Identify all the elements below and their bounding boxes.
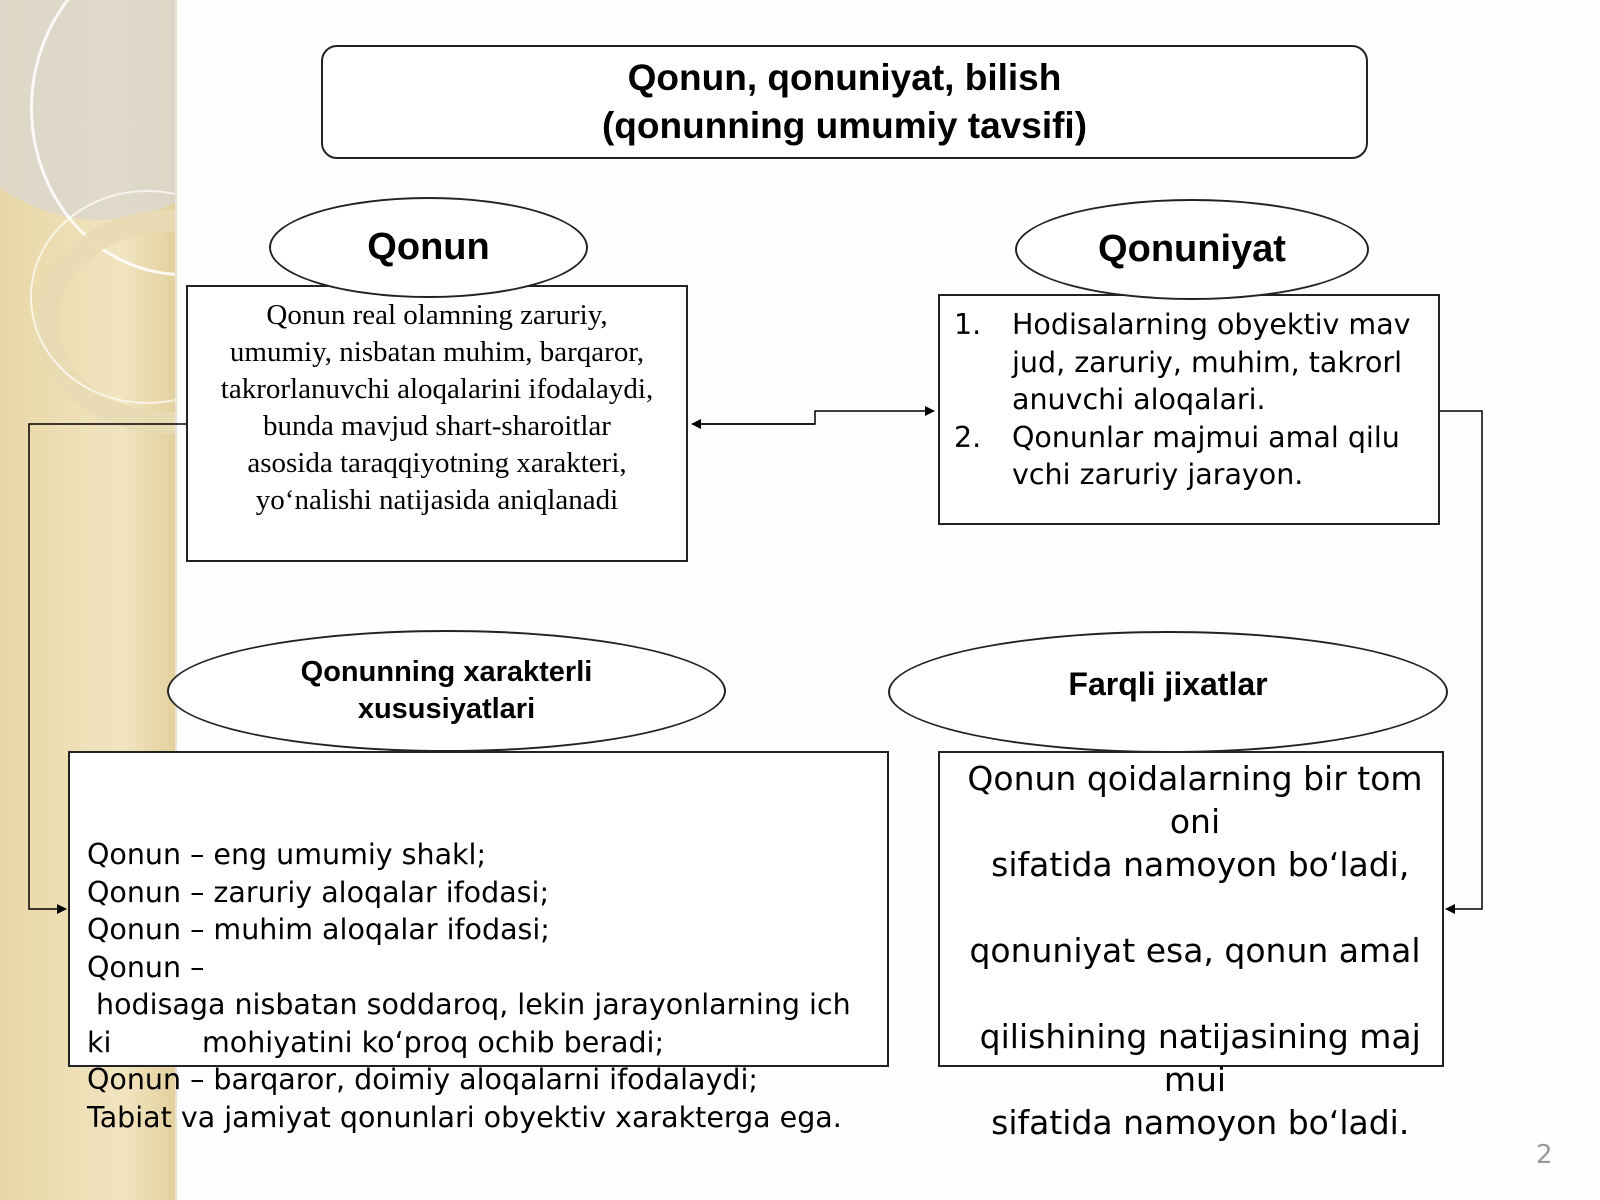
xususiyat-text: Qonun – eng umumiy shakl; Qonun – zaruriy aloqalar ifodasi; Qonun – muhim aloqalar ifodasi; Qonun – hodisaga nisbatan soddaroq, lekin jarayonlarning ich ki mohiyatini ko‘proq ochib beradi; Qonun – barqaror, doimiy aloqalarni ifodalaydi; Tabiat va jamiyat qonunlari obyektiv xarakterga ega.	[87, 838, 851, 1134]
diagram-title-line2: (qonunning umumiy tavsifi)	[601, 105, 1088, 146]
list-text: Hodisalarning obyektiv mav jud, zaruriy, muhim, takrorl anuvchi aloqalari.	[1012, 308, 1411, 416]
xususiyat-heading-line2: xususiyatlari	[357, 693, 536, 725]
qonun-definition-line: asosida taraqqiyotning xarakteri,	[247, 447, 627, 479]
qonun-definition-line: takrorlanuvchi aloqalarini ifodalaydi,	[220, 373, 654, 405]
page-number: 2	[1536, 1140, 1553, 1170]
qonun-heading: Qonun	[367, 226, 490, 268]
qonun-definition-line: bunda mavjud shart-sharoitlar	[263, 410, 611, 442]
farq-text: Qonun qoidalarning bir tom oni sifatida namoyon bo‘ladi, qonuniyat esa, qonun amal qilishining natijasining maj mui sifatida namoyon bo‘ladi.	[967, 759, 1423, 1142]
connector-qonun-qonuniyat	[694, 411, 934, 424]
qonuniyat-definition-box	[938, 294, 1440, 525]
xususiyat-box	[68, 751, 889, 1134]
qonun-definition-box	[186, 285, 688, 562]
qonuniyat-list-item	[954, 306, 1428, 419]
xususiyat-heading-ellipse	[167, 630, 726, 752]
qonun-heading-ellipse	[269, 197, 588, 298]
qonuniyat-heading: Qonuniyat	[1098, 228, 1286, 270]
list-text: Qonunlar majmui amal qilu vchi zaruriy jarayon.	[1012, 420, 1400, 491]
diagram-title-line1: Qonun, qonuniyat, bilish	[627, 57, 1062, 98]
qonun-definition-line: umumiy, nisbatan muhim, barqaror,	[229, 336, 645, 368]
qonun-definition-line: Qonun real olamning zaruriy,	[266, 299, 608, 331]
list-number: 1.	[954, 308, 982, 341]
qonuniyat-heading-ellipse	[1015, 199, 1369, 300]
qonuniyat-list-item	[954, 419, 1428, 494]
farq-heading: Farqli jixatlar	[1068, 665, 1268, 702]
qonun-definition-line: yo‘nalishi natijasida aniqlanadi	[255, 484, 619, 516]
diagram-title-box	[321, 45, 1368, 159]
farq-heading-ellipse	[888, 631, 1448, 753]
xususiyat-heading-line1: Qonunning xarakterli	[300, 656, 593, 688]
list-number: 2.	[954, 420, 982, 454]
connector-qonuniyat-farq	[1440, 411, 1482, 909]
